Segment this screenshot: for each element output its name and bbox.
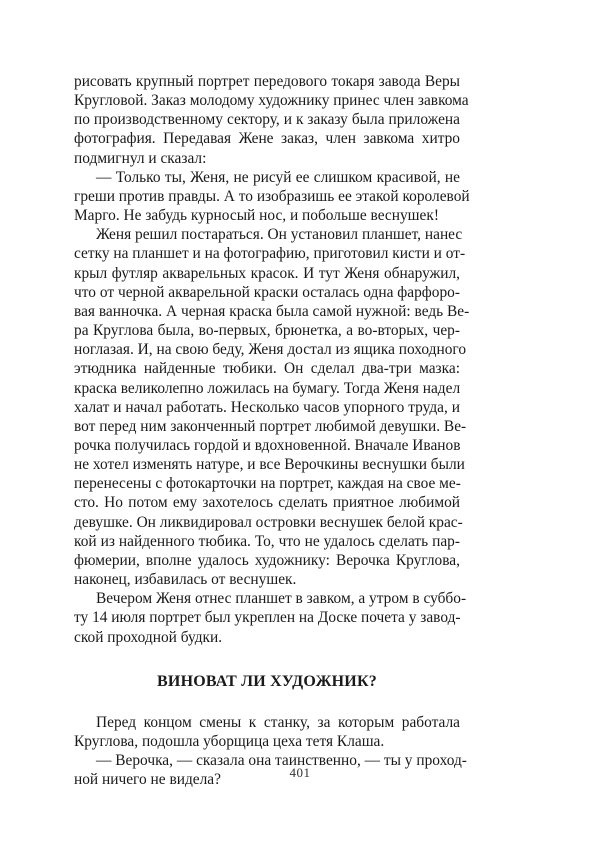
text-line: наконец, избавилась от веснушек. [74,571,297,589]
text-line: вот перед ним законченный портрет любимой девушки. Ве- [74,417,467,435]
text-line: не хотел изменять натуре, и все Верочкины веснушки были [74,456,465,474]
page-body [74,72,470,789]
text-line: — Верочка, — сказала она таинственно, — ты у проход- [96,752,467,769]
text-block-main [74,72,470,647]
text-line: Женя решил постараться. Он установил планшет, нанес [96,226,463,244]
text-line: Перед концом смены к станку, за которым работала [96,713,460,731]
text-line: фюмерии, вполне удалось художнику: Верочка Круглова, [74,551,460,569]
page-number: 401 [289,765,311,780]
text-line: Марго. Не забудь курносый нос, и побольше веснушек! [74,207,439,225]
text-line: рочка получилась гордой и вдохновенной. Вначале Иванов [74,436,461,454]
text-line: сто. Но потом ему захотелось сделать приятное любимой [74,494,460,512]
text-line: фотография. Передавая Жене заказ, член завкома хитро [74,130,460,148]
text-line: краска великолепно ложилась на бумагу. Тогда Женя надел [74,379,461,397]
text-line: ноглазая. И, на свою беду, Женя достал из ящика походного [74,341,467,359]
text-line: — Только ты, Женя, не рисуй ее слишком красивой, не [96,168,460,186]
section-heading: ВИНОВАТ ЛИ ХУДОЖНИК? [157,672,377,690]
text-line: подмигнул и сказал: [74,149,207,167]
text-line: сетку на планшет и на фотографию, приготовил кисти и от- [74,245,466,263]
text-line: Вечером Женя отнес планшет в завком, а утром в суббо- [96,590,467,608]
text-line: этюдника найденные тюбики. Он сделал два-три мазка: [74,360,460,378]
text-line: ской проходной будки. [74,628,223,646]
text-line: крыл футляр акварельных красок. И тут Женя обнаружил, [74,264,460,282]
text-line: что от черной акварельной краски осталась одна фарфоро- [74,283,460,301]
text-line: кой из найденного тюбика. То, что не удалось сделать пар- [74,532,460,550]
text-line: Кругловой. Заказ молодому художнику принес член завкома [74,92,469,110]
text-line: ной ничего не видела? [74,771,221,789]
text-line: по производственному сектору, и к заказу была приложена [74,111,460,129]
text-line: вая ванночка. А черная краска была самой нужной: ведь Ве- [74,302,470,320]
text-line: халат и начал работать. Несколько часов упорного труда, и [74,398,460,416]
text-line: перенесены с фотокарточки на портрет, каждая на свое ме- [74,475,461,493]
text-line: рисовать крупный портрет передового токаря завода Веры [74,73,460,90]
text-line: ра Круглова была, во-первых, брюнетка, а во-вторых, чер- [74,322,460,340]
text-line: девушке. Он ликвидировал островки веснушек белой крас- [74,513,463,531]
text-line: Круглова, подошла уборщица цеха тетя Клаша. [74,732,385,750]
text-line: ту 14 июля портрет был укреплен на Доске почета у завод- [74,609,461,627]
text-line: греши против правды. А то изобразишь ее этакой королевой [74,187,470,205]
